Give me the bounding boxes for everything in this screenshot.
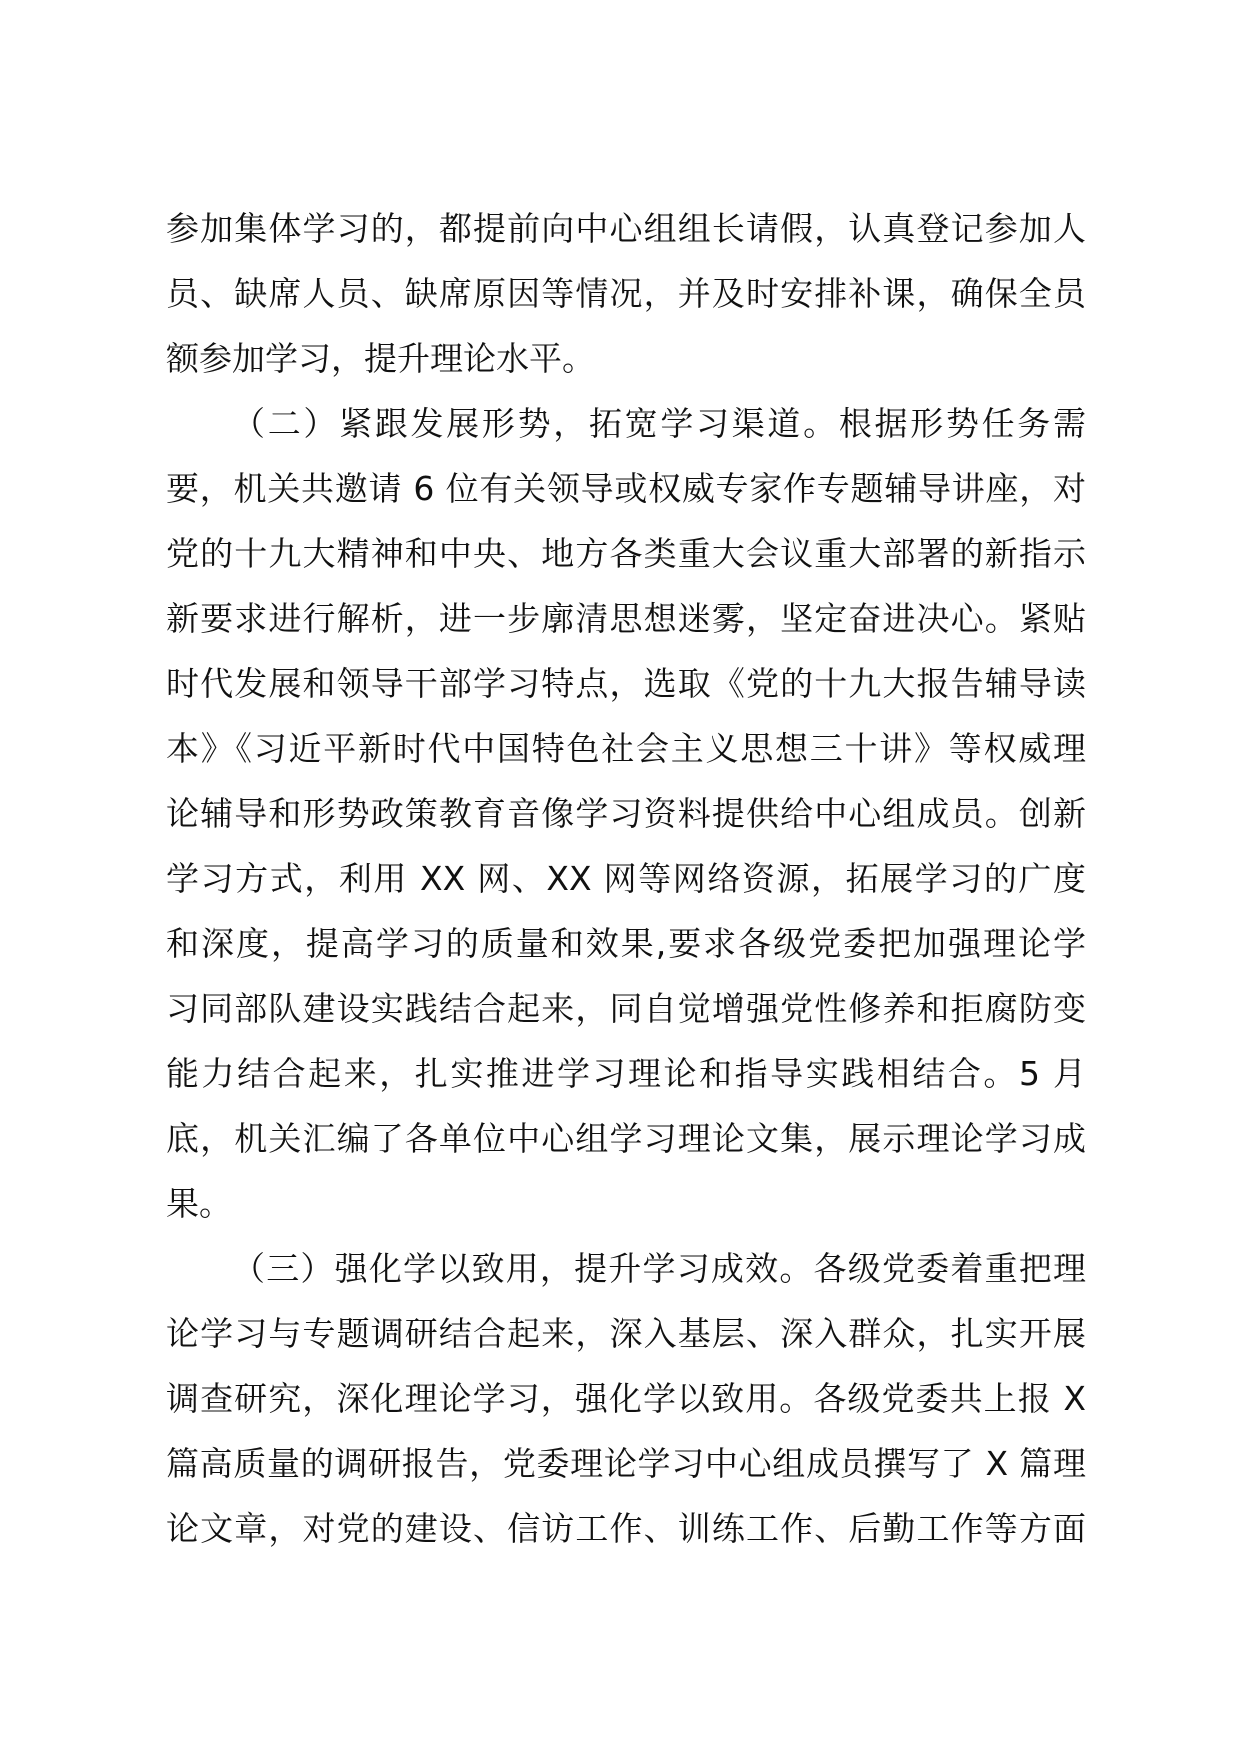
text-line: 学习方式，利用 XX 网、XX 网等网络资源，拓展学习的广度 [166,859,1086,898]
text-line: 论辅导和形势政策教育音像学习资料提供给中心组成员。创新 [166,794,1086,833]
text-line: 调查研究，深化理论学习，强化学以致用。各级党委共上报 X [166,1379,1086,1418]
text-line: 习同部队建设实践结合起来，同自觉增强党性修养和拒腐防变 [166,989,1086,1028]
text-line: 党的十九大精神和中央、地方各类重大会议重大部署的新指示 [166,534,1086,573]
text-line: 额参加学习，提升理论水平。 [166,339,595,378]
text-line: （二）紧跟发展形势，拓宽学习渠道。根据形势任务需 [232,404,1086,443]
text-line: 参加集体学习的，都提前向中心组组长请假，认真登记参加人 [166,209,1086,248]
text-line: 底，机关汇编了各单位中心组学习理论文集，展示理论学习成 [166,1119,1086,1158]
text-line: 论学习与专题调研结合起来，深入基层、深入群众，扎实开展 [166,1314,1086,1353]
text-line: 能力结合起来，扎实推进学习理论和指导实践相结合。5 月 [166,1054,1086,1093]
text-line: 本》《习近平新时代中国特色社会主义思想三十讲》等权威理 [166,729,1086,768]
text-line: 果。 [166,1184,232,1223]
text-line: 论文章，对党的建设、信访工作、训练工作、后勤工作等方面 [166,1509,1086,1548]
text-line: 要，机关共邀请 6 位有关领导或权威专家作专题辅导讲座，对 [166,469,1086,508]
text-line: 和深度，提高学习的质量和效果,要求各级党委把加强理论学 [166,924,1086,963]
document-body [166,196,1086,1561]
paragraph [166,391,1086,1236]
text-line: 时代发展和领导干部学习特点，选取《党的十九大报告辅导读 [166,664,1086,703]
text-line: 新要求进行解析，进一步廓清思想迷雾，坚定奋进决心。紧贴 [166,599,1086,638]
text-line: 员、缺席人员、缺席原因等情况，并及时安排补课，确保全员 [166,274,1086,313]
paragraph [166,196,1086,391]
paragraph [166,1236,1086,1561]
text-line: （三）强化学以致用，提升学习成效。各级党委着重把理 [232,1249,1086,1288]
text-line: 篇高质量的调研报告，党委理论学习中心组成员撰写了 X 篇理 [166,1444,1086,1483]
